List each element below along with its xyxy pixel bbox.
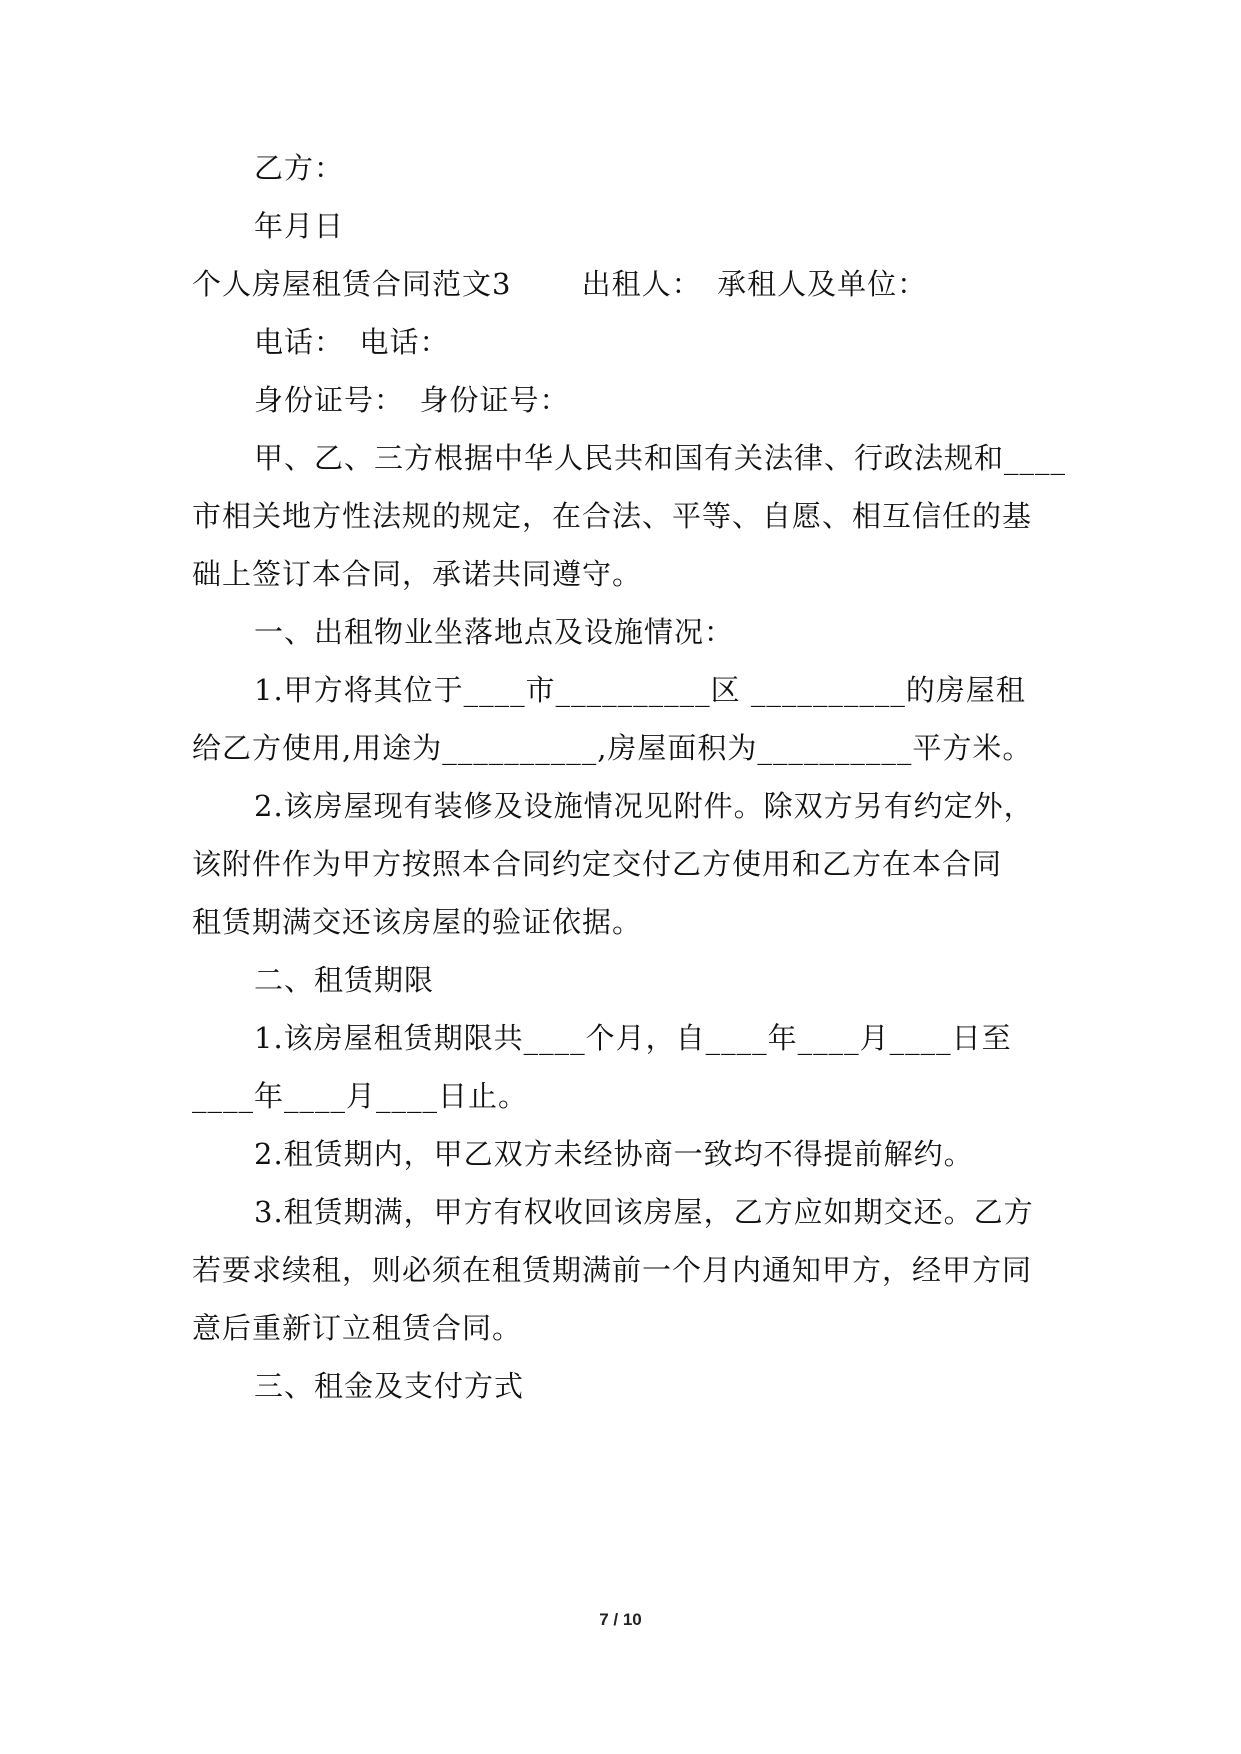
clause-2-3-line-2: 若要求续租，则必须在租赁期满前一个月内通知甲方，经甲方同 — [192, 1253, 1033, 1287]
clause-1-2-line-2: 该附件作为甲方按照本合同约定交付乙方使用和乙方在本合同 — [192, 847, 1003, 881]
clause-2-2-line: 2.租赁期内，甲乙双方未经协商一致均不得提前解约。 — [254, 1137, 974, 1171]
clause-2-3-line-1: 3.租赁期满，甲方有权收回该房屋，乙方应如期交还。乙方 — [254, 1195, 1034, 1229]
section-3-heading: 三、租金及支付方式 — [254, 1369, 525, 1403]
preamble-line-1: 甲、乙、三方根据中华人民共和国有关法律、行政法规和____ — [254, 441, 1067, 475]
clause-1-2-line-3: 租赁期满交还该房屋的验证依据。 — [192, 905, 643, 939]
section-1-heading: 一、出租物业坐落地点及设施情况： — [254, 615, 735, 649]
clause-2-1-line-2: ____年____月____日止。 — [192, 1079, 529, 1113]
page-number: 7 / 10 — [599, 1610, 642, 1629]
id-number-line: 身份证号： 身份证号： — [254, 383, 570, 417]
clause-2-1-line-1: 1.该房屋租赁期限共____个月，自____年____月____日至 — [254, 1021, 1012, 1055]
date-line: 年月日 — [254, 209, 345, 243]
party-b-line: 乙方： — [254, 151, 345, 185]
section-2-heading: 二、租赁期限 — [254, 963, 435, 997]
phone-line: 电话： 电话： — [254, 325, 450, 359]
preamble-line-3: 础上签订本合同，承诺共同遵守。 — [192, 557, 643, 591]
preamble-line-2: 市相关地方性法规的规定，在合法、平等、自愿、相互信任的基 — [192, 499, 1033, 533]
clause-1-1-line-1: 1.甲方将其位于____市__________区 __________的房屋租 — [254, 673, 1026, 707]
contract-title-line: 个人房屋租赁合同范文3 出租人： 承租人及单位： — [192, 267, 928, 301]
clause-1-1-line-2: 给乙方使用,用途为__________,房屋面积为__________平方米。 — [192, 731, 1033, 765]
clause-1-2-line-1: 2.该房屋现有装修及设施情况见附件。除双方另有约定外， — [254, 789, 1034, 823]
clause-2-3-line-3: 意后重新订立租赁合同。 — [192, 1311, 523, 1345]
